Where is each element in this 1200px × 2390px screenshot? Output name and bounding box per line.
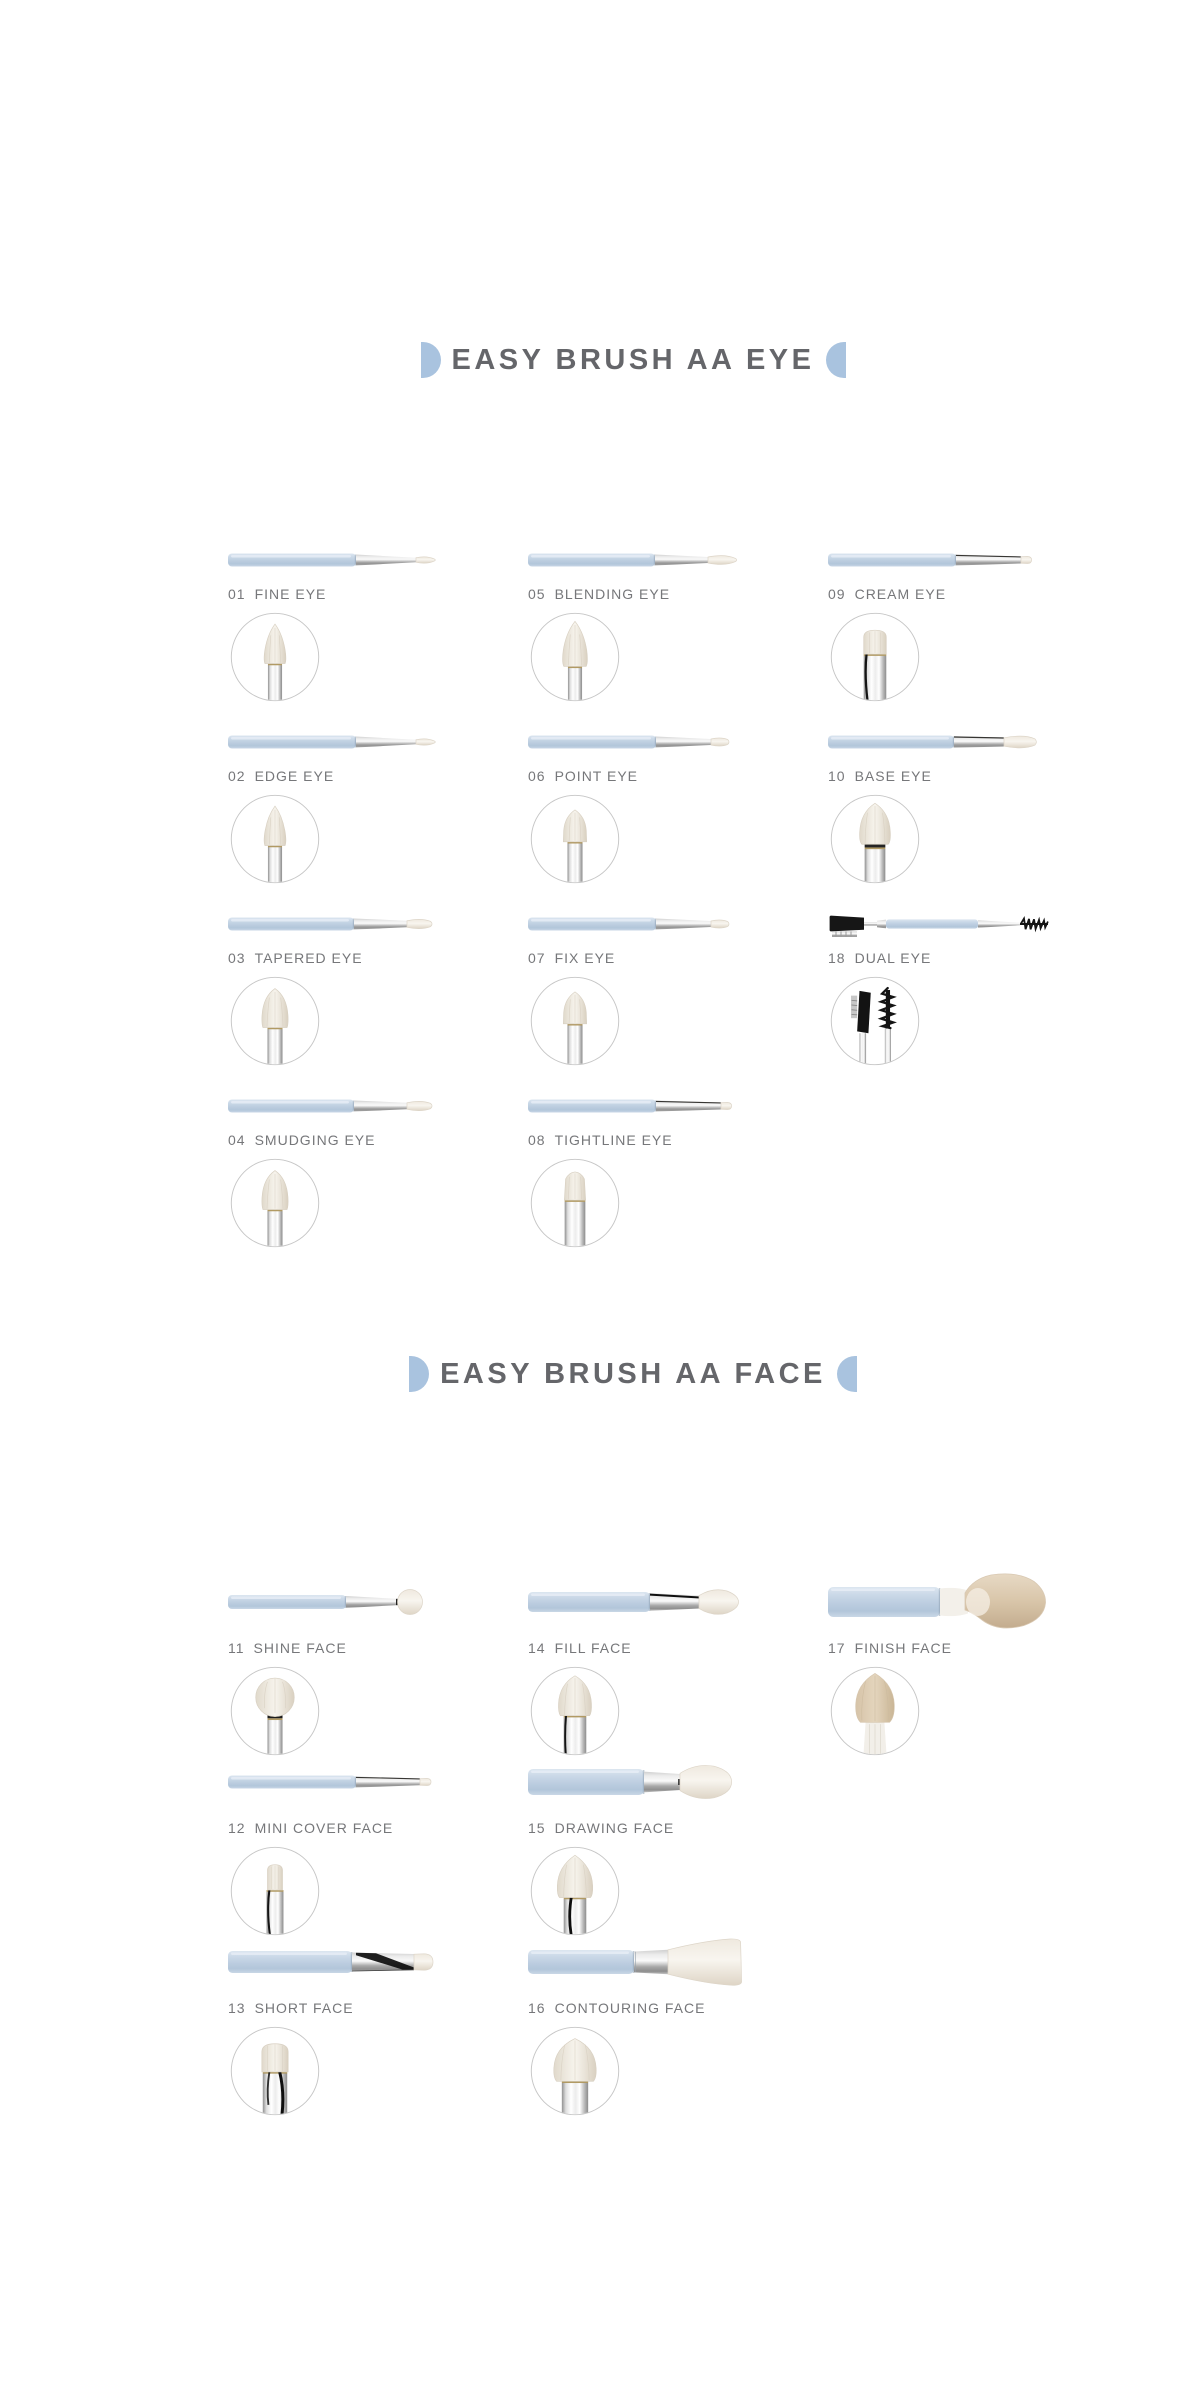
brush-tip-illustration (828, 1664, 922, 1758)
product-number: 17 (828, 1640, 846, 1656)
product-name: MINI COVER FACE (254, 1820, 394, 1836)
product-card-04 (228, 1086, 528, 1268)
product-number: 18 (828, 950, 846, 966)
product-label (828, 768, 1128, 785)
product-label (228, 950, 528, 967)
product-number: 05 (528, 586, 546, 602)
brush-tip-illustration (228, 1844, 322, 1938)
product-card-17 (828, 1570, 1128, 1750)
product-number: 01 (228, 586, 246, 602)
brush-tip-illustration (228, 974, 322, 1068)
product-card-02 (228, 722, 528, 904)
brush-illustration (228, 1086, 458, 1126)
brush-tip-detail-photo (828, 792, 922, 886)
product-label (828, 950, 1128, 967)
brush-tip-detail-photo (528, 1156, 622, 1250)
brush-illustration (528, 1086, 758, 1126)
product-number: 07 (528, 950, 546, 966)
brush-illustration (228, 1570, 458, 1634)
product-number: 04 (228, 1132, 246, 1148)
product-name: BLENDING EYE (554, 586, 671, 602)
brush-tip-detail-photo (828, 974, 922, 1068)
brush-photo (528, 1570, 828, 1634)
product-label (528, 2000, 828, 2017)
brush-tip-detail-photo (528, 1664, 622, 1758)
brush-tip-detail-photo (228, 792, 322, 886)
product-card-07 (528, 904, 828, 1086)
product-label (528, 1132, 828, 1149)
product-label (228, 1640, 528, 1657)
brush-illustration (528, 1750, 758, 1814)
brush-tip-detail-photo (528, 1844, 622, 1938)
product-card-15 (528, 1750, 828, 1930)
brush-illustration (228, 1750, 458, 1814)
product-card-03 (228, 904, 528, 1086)
product-number: 11 (228, 1640, 245, 1656)
product-label (228, 768, 528, 785)
brush-photo (528, 1086, 828, 1126)
brush-photo (828, 540, 1128, 580)
brush-illustration (528, 1930, 758, 1994)
product-card-12 (228, 1750, 528, 1930)
brush-photo (228, 904, 528, 944)
product-number: 02 (228, 768, 246, 784)
brush-photo (828, 722, 1128, 762)
product-label (528, 1820, 828, 1837)
brush-tip-detail-photo (528, 792, 622, 886)
brush-illustration (528, 722, 758, 762)
brush-illustration (828, 1570, 1058, 1634)
product-card-06 (528, 722, 828, 904)
brush-tip-illustration (228, 1664, 322, 1758)
product-card-16 (528, 1930, 828, 2110)
product-grid-face (228, 1570, 1128, 2110)
product-name: FILL FACE (554, 1640, 632, 1656)
brush-illustration (528, 1570, 758, 1634)
product-name: EDGE EYE (254, 768, 335, 784)
brush-illustration (228, 904, 458, 944)
product-number: 15 (528, 1820, 546, 1836)
brush-tip-illustration (228, 1156, 322, 1250)
brush-tip-detail-photo (528, 610, 622, 704)
product-label (228, 2000, 528, 2017)
brush-photo (528, 722, 828, 762)
product-name: SHINE FACE (253, 1640, 347, 1656)
brush-photo (528, 1930, 828, 1994)
brush-tip-illustration (528, 2024, 622, 2118)
product-name: SMUDGING EYE (254, 1132, 376, 1148)
brush-photo (228, 1750, 528, 1814)
brush-tip-illustration (828, 610, 922, 704)
product-card-09 (828, 540, 1128, 722)
brush-photo (228, 1086, 528, 1126)
brush-photo (828, 1570, 1128, 1634)
brush-tip-detail-photo (228, 1664, 322, 1758)
brush-tip-illustration (228, 2024, 322, 2118)
brush-tip-illustration (528, 1664, 622, 1758)
brush-tip-illustration (528, 610, 622, 704)
title-accent-half-circle-left-icon (409, 1356, 429, 1392)
product-label (528, 950, 828, 967)
brush-tip-illustration (528, 792, 622, 886)
product-name: FINE EYE (254, 586, 327, 602)
product-name: DUAL EYE (854, 950, 932, 966)
brush-illustration (828, 722, 1058, 762)
brush-tip-detail-photo (828, 610, 922, 704)
brush-illustration (528, 540, 758, 580)
brush-photo (528, 540, 828, 580)
product-card-11 (228, 1570, 528, 1750)
brush-tip-detail-photo (228, 1844, 322, 1938)
product-number: 12 (228, 1820, 246, 1836)
brush-tip-detail-photo (228, 1156, 322, 1250)
brush-tip-detail-photo (228, 974, 322, 1068)
brush-illustration (528, 904, 758, 944)
product-label (528, 768, 828, 785)
product-number: 03 (228, 950, 246, 966)
product-number: 06 (528, 768, 546, 784)
product-card-13 (228, 1930, 528, 2110)
product-card-05 (528, 540, 828, 722)
product-name: CREAM EYE (854, 586, 947, 602)
product-label (228, 586, 528, 603)
brush-photo (228, 722, 528, 762)
product-label (828, 1640, 1128, 1657)
section-title-text: EASY BRUSH AA EYE (451, 343, 815, 376)
product-name: FIX EYE (554, 950, 616, 966)
product-card-01 (228, 540, 528, 722)
brush-illustration (228, 540, 458, 580)
product-name: DRAWING FACE (554, 1820, 675, 1836)
title-accent-half-circle-left-icon (421, 342, 441, 378)
brush-tip-illustration (828, 792, 922, 886)
product-card-10 (828, 722, 1128, 904)
brush-photo (228, 540, 528, 580)
section-title-eye (228, 340, 1038, 380)
brush-tip-illustration (828, 974, 922, 1068)
product-name: FINISH FACE (854, 1640, 952, 1656)
brush-tip-illustration (528, 974, 622, 1068)
brush-illustration (228, 1930, 458, 1994)
product-card-18 (828, 904, 1128, 1086)
brush-photo (228, 1570, 528, 1634)
brush-tip-illustration (528, 1844, 622, 1938)
brush-illustration (828, 540, 1058, 580)
section-title-text: EASY BRUSH AA FACE (440, 1357, 826, 1390)
brush-tip-illustration (528, 1156, 622, 1250)
brush-illustration (228, 722, 458, 762)
brush-tip-detail-photo (228, 2024, 322, 2118)
product-number: 08 (528, 1132, 546, 1148)
product-number: 16 (528, 2000, 546, 2016)
brush-tip-detail-photo (228, 610, 322, 704)
product-name: POINT EYE (554, 768, 639, 784)
brush-photo (528, 904, 828, 944)
product-number: 10 (828, 768, 846, 784)
title-accent-half-circle-right-icon (837, 1356, 857, 1392)
brush-tip-detail-photo (828, 1664, 922, 1758)
brush-tip-illustration (228, 610, 322, 704)
title-accent-half-circle-right-icon (826, 342, 846, 378)
brush-illustration (828, 904, 1058, 944)
brush-photo (528, 1750, 828, 1814)
section-title-face (228, 1354, 1038, 1394)
brush-photo (828, 904, 1128, 944)
product-name: TAPERED EYE (254, 950, 363, 966)
product-number: 09 (828, 586, 846, 602)
product-name: CONTOURING FACE (554, 2000, 706, 2016)
brush-tip-detail-photo (528, 2024, 622, 2118)
brush-tip-illustration (228, 792, 322, 886)
product-number: 14 (528, 1640, 546, 1656)
product-number: 13 (228, 2000, 246, 2016)
product-label (228, 1820, 528, 1837)
brush-photo (228, 1930, 528, 1994)
brush-tip-detail-photo (528, 974, 622, 1068)
product-name: BASE EYE (854, 768, 932, 784)
product-name: SHORT FACE (254, 2000, 354, 2016)
product-grid-eye (228, 540, 1128, 1268)
product-label (828, 586, 1128, 603)
product-card-08 (528, 1086, 828, 1268)
product-name: TIGHTLINE EYE (554, 1132, 673, 1148)
product-label (528, 1640, 828, 1657)
product-label (228, 1132, 528, 1149)
product-label (528, 586, 828, 603)
product-card-14 (528, 1570, 828, 1750)
